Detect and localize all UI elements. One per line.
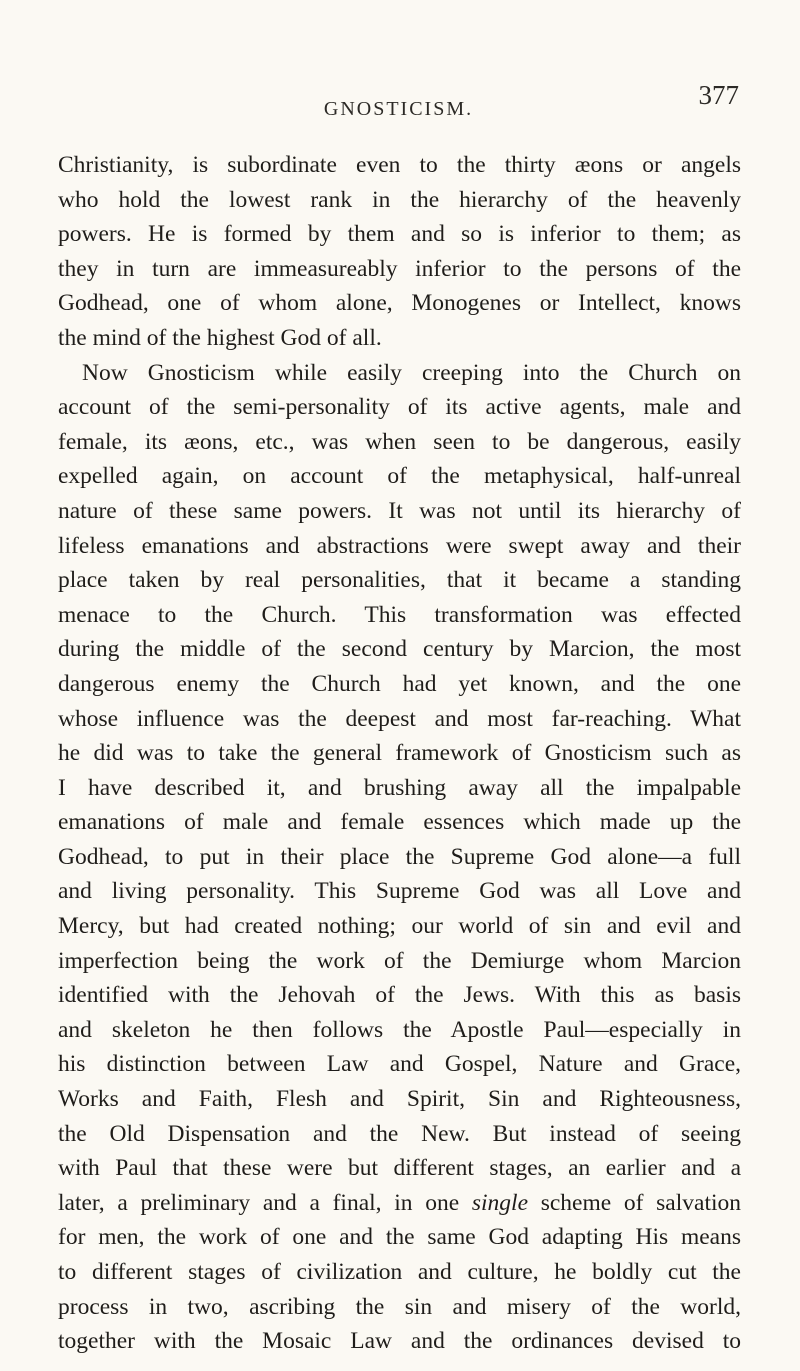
text-line: during the middle of the second century by Marcion, the most <box>58 636 741 663</box>
text-line: who hold the lowest rank in the hierarchy of the heavenly <box>58 186 741 213</box>
text-line: and living personality. This Supreme God was all Love and <box>58 878 741 905</box>
text-line: Godhead, one of whom alone, Monogenes or Intellect, knows <box>58 290 741 317</box>
running-title: GNOSTICISM. <box>323 98 474 120</box>
text-line: he did was to take the general framework of Gnosticism such as <box>58 740 741 767</box>
text-line: Works and Faith, Flesh and Spirit, Sin and Righteousness, <box>58 1086 741 1113</box>
text-line: place taken by real personalities, that it became a standing <box>58 567 741 594</box>
text-line-with-italic <box>58 1186 741 1221</box>
text-line: together with the Mosaic Law and the ordinances devised to <box>58 1328 741 1355</box>
text-line: dangerous enemy the Church had yet known, and the one <box>58 670 741 697</box>
body-text <box>58 148 741 1359</box>
text-line: Godhead, to put in their place the Supreme God alone—a full <box>58 843 741 870</box>
text-line: account of the semi-personality of its active agents, male and <box>58 394 741 421</box>
text-line: lifeless emanations and abstractions were swept away and their <box>58 532 741 559</box>
text-line: they in turn are immeasureably inferior to the persons of the <box>58 255 741 282</box>
text-segment: later, a preliminary and a final, in one <box>58 1189 460 1216</box>
text-line: nature of these same powers. It was not until its hierarchy of <box>58 497 741 524</box>
text-line: the mind of the highest God of all. <box>58 324 382 351</box>
page-number: 377 <box>698 80 739 110</box>
text-line: expelled again, on account of the metaphysical, half-unreal <box>58 463 741 490</box>
text-line: identified with the Jehovah of the Jews. With this as basis <box>58 982 741 1009</box>
italic-word: single <box>471 1189 529 1216</box>
text-line: the Old Dispensation and the New. But instead of seeing <box>58 1120 741 1147</box>
text-line: Now Gnosticism while easily creeping into the Church on <box>82 359 741 386</box>
text-line: for men, the work of one and the same God adapting His means <box>58 1224 741 1251</box>
text-line: powers. He is formed by them and so is inferior to them; as <box>58 221 741 248</box>
text-line: his distinction between Law and Gospel, Nature and Grace, <box>58 1051 741 1078</box>
text-line: and skeleton he then follows the Apostle Paul—especially in <box>58 1016 741 1043</box>
text-line: process in two, ascribing the sin and misery of the world, <box>58 1293 741 1320</box>
text-line: I have described it, and brushing away all the impalpable <box>58 774 741 801</box>
page-header <box>58 80 739 134</box>
text-line: Mercy, but had created nothing; our world of sin and evil and <box>58 913 741 940</box>
text-line: emanations of male and female essences which made up the <box>58 809 741 836</box>
text-line: female, its æons, etc., was when seen to be dangerous, easily <box>58 428 741 455</box>
text-segment: scheme of salvation <box>540 1189 742 1216</box>
text-line: Christianity, is subordinate even to the thirty æons or angels <box>58 152 741 178</box>
text-line: imperfection being the work of the Demiurge whom Marcion <box>58 947 741 974</box>
text-line: with Paul that these were but different stages, an earlier and a <box>58 1155 741 1182</box>
text-line: to different stages of civilization and culture, he boldly cut the <box>58 1259 741 1285</box>
text-line: menace to the Church. This transformation was effected <box>58 601 741 628</box>
text-line: whose influence was the deepest and most far-reaching. What <box>58 705 741 732</box>
